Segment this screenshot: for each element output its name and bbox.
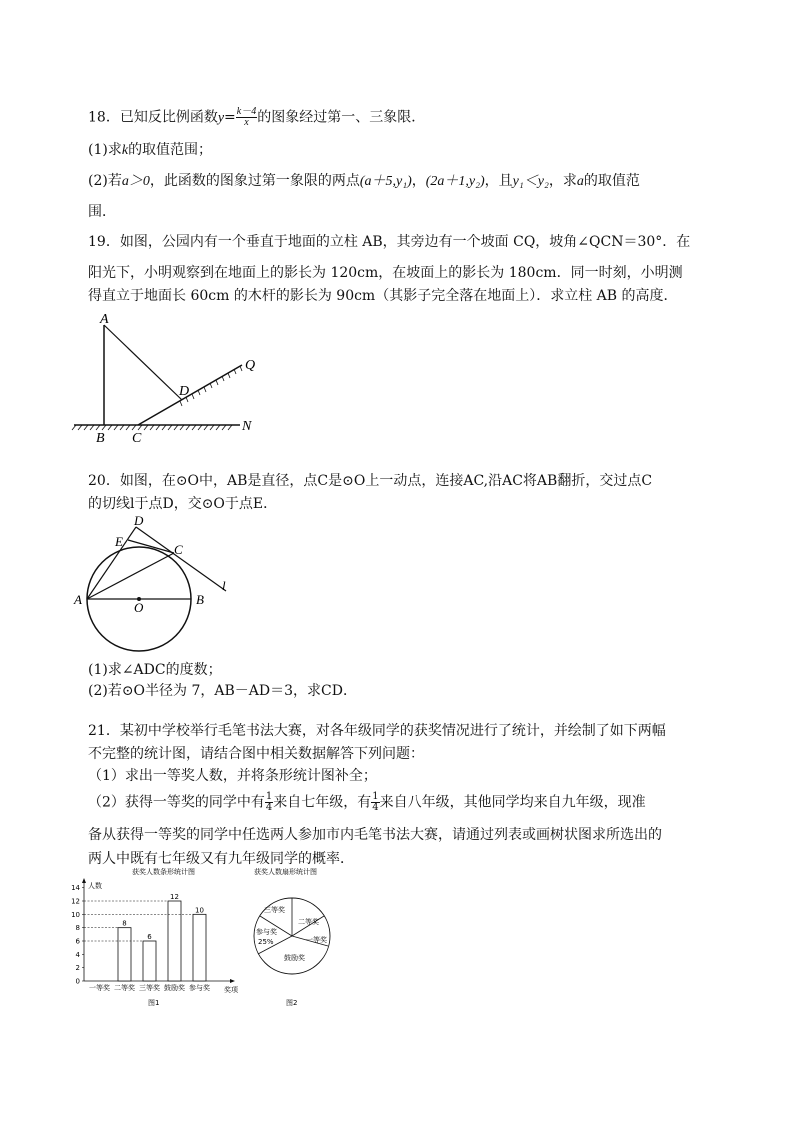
label-B: B: [196, 592, 204, 607]
q21-part2-line3: 两人中既有七年级又有九年级同学的概率．: [88, 851, 354, 867]
slice-label-participation: 参与奖: [256, 928, 277, 936]
q21-part2: [88, 792, 646, 813]
q18-p2-pt2: (2a＋1,y₂): [425, 174, 485, 189]
q18-part2-cont: 围．: [88, 204, 116, 220]
y-tick-label: 12: [71, 897, 80, 906]
bar-value-label: 12: [170, 893, 179, 901]
q18-p2-d: ，且: [484, 173, 513, 189]
bar-chart-ticks: [71, 884, 84, 985]
y-tick-label: 10: [71, 910, 80, 919]
x-category-label: 三等奖: [139, 984, 160, 992]
bar: [193, 914, 206, 981]
slice-label-encourage: 鼓励奖: [284, 954, 305, 962]
frac-den: 4: [372, 802, 379, 813]
q21-part1: （1）求出一等奖人数，并将条形统计图补全；: [88, 768, 377, 784]
bar: [168, 901, 181, 981]
slice-label-third: 三等奖: [264, 906, 285, 914]
slope-hatching: [180, 366, 242, 406]
func-denominator: x: [244, 117, 249, 128]
bar-value-label: 6: [147, 933, 152, 941]
q21-p2-c: 来自八年级，其他同学均来自九年级，现准: [379, 794, 646, 811]
label-l: l: [222, 578, 226, 593]
label-N: N: [242, 419, 252, 434]
label-C: C: [174, 542, 183, 557]
q18-p2-ineq: y₁＜y₂: [512, 174, 549, 189]
slice-label-first: 一等奖: [306, 936, 327, 944]
bar-chart-bars: [84, 893, 206, 981]
x-category-label: 一等奖: [89, 984, 110, 992]
x-category-label: 鼓励奖: [164, 984, 185, 992]
q18-stem: [88, 107, 425, 128]
label-C: C: [132, 431, 142, 445]
bar-value-label: 10: [195, 906, 204, 915]
q18-part2: [88, 172, 640, 191]
func-eq: =: [224, 109, 236, 126]
q18-p2-b: ，此函数的图象过第一象限的两点: [149, 173, 360, 189]
q21-part2-line2: 备从获得一等奖的同学中任选两人参加市内毛笔书法大赛，请通过列表或画树状图求所选出的: [88, 827, 662, 843]
label-Q: Q: [245, 358, 256, 373]
q21-p2-b: 来自七年级，有: [273, 794, 372, 811]
label-B: B: [96, 431, 105, 445]
func-numerator: k－4: [236, 106, 257, 117]
q19-line1: 19．如图，公园内有一个垂直于地面的立柱 AB，其旁边有一个坡面 CQ，坡角∠QCN＝30°．在: [88, 234, 691, 250]
bar-value-label: 8: [122, 919, 127, 928]
y-tick-label: 2: [75, 964, 80, 973]
q18-text: 18．已知反比例函数: [88, 109, 218, 126]
slice-label-second: 二等奖: [298, 918, 319, 926]
q18-p2-a: (2)若: [88, 173, 122, 189]
y-tick-label: 4: [75, 950, 80, 959]
bar-chart-categories: [89, 983, 210, 992]
frac-num: 1: [265, 791, 273, 802]
bar-chart-ylabel: 人数: [88, 882, 102, 890]
q20-line1: 20．如图，在⊙O中，AB是直径，点C是⊙O上一动点，连接AC,沿AC将AB翻折，交过点C: [88, 473, 653, 489]
q20-part1: (1)求∠ADC的度数；: [88, 662, 222, 678]
y-axis-arrow-icon: [82, 878, 86, 883]
bar-chart-xlabel: 奖项: [224, 986, 238, 994]
label-O: O: [134, 600, 144, 615]
label-E: E: [115, 534, 123, 549]
q18-p1-post: 的取值范围；: [128, 142, 213, 158]
sunray-AD: [104, 325, 182, 400]
x-category-label: 二等奖: [114, 984, 135, 992]
frac-num: 1: [372, 791, 379, 802]
q19-line2: 阳光下，小明观察到在地面上的影长为 120cm，在坡面上的影长为 180cm．同一时刻，小明测: [88, 265, 683, 281]
label-A: A: [74, 592, 82, 607]
bar: [118, 928, 131, 981]
q18-p2-var: a: [576, 174, 584, 189]
pie-chart: [244, 864, 344, 1009]
bar-chart-title: 获奖人数条形统计图: [132, 868, 195, 876]
q20-part2: (2)若⊙O半径为 7，AB－AD＝3，求CD．: [88, 683, 357, 699]
y-tick-label: 0: [75, 977, 80, 986]
label-A: A: [100, 312, 109, 327]
q19-line3: 得直立于地面长 60cm 的木杆的影长为 90cm（其影子完全落在地面上）．求立柱 AB 的高度．: [88, 288, 678, 304]
q18-text-end: 的图象经过第一、三象限．: [257, 109, 426, 126]
bar-chart: [64, 864, 254, 1009]
q18-p2-cond: a＞0: [121, 174, 150, 189]
q18-part1: [88, 141, 212, 160]
q20-line2: 的切线l于点D，交⊙O于点E．: [88, 496, 278, 512]
frac-den: 4: [265, 802, 273, 813]
y-tick-label: 8: [75, 924, 80, 933]
y-tick-label: 6: [75, 937, 80, 946]
func-y: y: [217, 110, 225, 126]
label-D: D: [134, 513, 144, 528]
fraction-quarter-2: [371, 792, 379, 813]
q20-figure: [70, 512, 240, 662]
q18-p2-pt1: (a＋5,y₁): [359, 174, 412, 189]
func-fraction: [236, 107, 257, 128]
tangent-l: [136, 527, 226, 591]
slope-line: [138, 365, 242, 425]
y-tick-label: 14: [71, 884, 80, 893]
bar: [143, 941, 156, 981]
q21-line2: 不完整的统计图，请结合图中相关数据解答下列问题：: [88, 746, 424, 762]
q18-p1-pre: (1)求: [88, 142, 122, 158]
bar-chart-caption: 图1: [148, 999, 160, 1007]
slice-percent-participation: 25%: [258, 938, 274, 946]
q19-figure: [70, 305, 270, 445]
pie-chart-caption: 图2: [286, 999, 298, 1007]
q21-line1: 21．某初中学校举行毛笔书法大赛，对各年级同学的获奖情况进行了统计，并绘制了如下两幅: [88, 723, 666, 739]
line-AC: [87, 553, 174, 599]
x-axis-arrow-icon: [230, 979, 235, 983]
label-D: D: [179, 384, 190, 399]
line-AD: [87, 527, 136, 599]
x-category-label: 参与奖: [189, 984, 210, 992]
q18-p1-var: k: [121, 143, 129, 158]
q21-p2-a: （2）获得一等奖的同学中有: [88, 794, 265, 811]
pie-chart-title: 获奖人数扇形统计图: [254, 868, 317, 876]
q18-p2-c: ，: [411, 173, 426, 189]
q18-p2-e: ，求: [548, 173, 577, 189]
q18-p2-f: 的取值范: [583, 173, 640, 189]
